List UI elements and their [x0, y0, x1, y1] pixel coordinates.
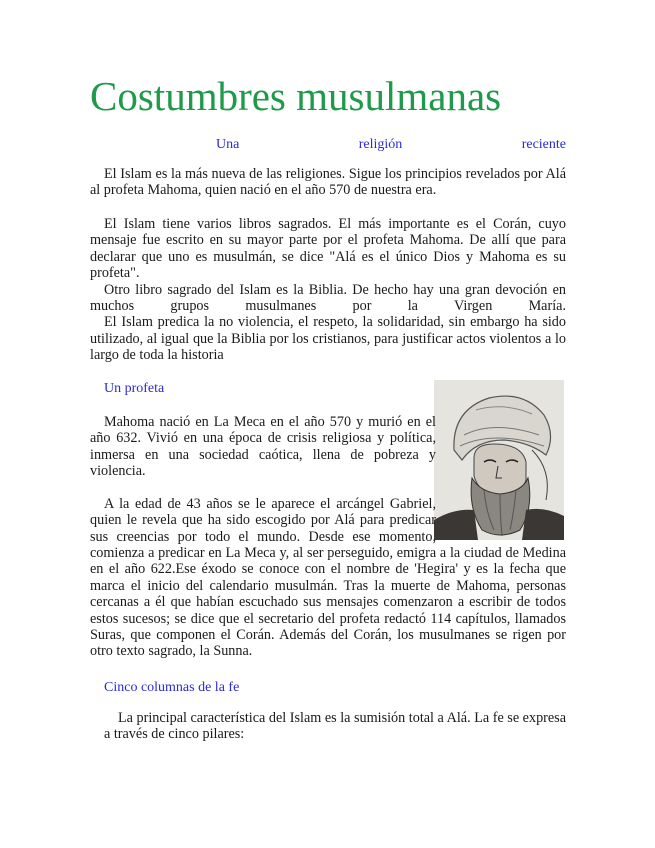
subtitle [90, 136, 566, 154]
intro-paragraph-1-block [90, 166, 566, 199]
profeta-paragraph-1: Mahoma nació en La Meca en el año 570 y murió en el año 632. Vivió en una época de crisis religiosa y política, inmersa en una sociedad caótica, llena de pobreza y violencia. [90, 414, 436, 480]
mahoma-portrait [434, 380, 564, 540]
cinco-columnas-paragraph-block [104, 710, 566, 743]
subtitle-word-3: reciente [521, 137, 566, 152]
intro-paragraph-3: Otro libro sagrado del Islam es la Biblia. De hecho hay una gran devoción en muchos grupos musulmanes por la Virgen María. [90, 281, 566, 315]
intro-paragraph-4: El Islam predica la no violencia, el respeto, la solidaridad, sin embargo ha sido utilizado, al igual que la Biblia por los cristianos, para justificar actos violentos a lo largo de toda la historia [90, 314, 566, 364]
page-title: Costumbres musulmanas [90, 73, 502, 119]
section-heading-profeta: Un profeta [104, 381, 165, 396]
intro-paragraph-2: El Islam tiene varios libros sagrados. El más importante es el Corán, cuyo mensaje fue escrito en su mayor parte por el profeta Mahoma. De allí que para declarar que uno es musulmán, se dice "Alá es el único Dios y Mahoma es su profeta". [90, 216, 566, 282]
profeta-paragraph-2a-block [90, 496, 436, 545]
profeta-paragraph-1-block [90, 414, 436, 480]
subtitle-word-1: Una [216, 137, 240, 152]
profeta-paragraph-2b-block [90, 545, 566, 660]
intro-paragraphs-block [90, 216, 566, 364]
section-heading-cinco-columnas: Cinco columnas de la fe [104, 680, 240, 695]
portrait-illustration [434, 380, 564, 540]
intro-paragraph-1: El Islam es la más nueva de las religiones. Sigue los principios revelados por Alá al profeta Mahoma, quien nació en el año 570 de nuestra era. [90, 166, 566, 199]
subtitle-word-2: religión [358, 137, 403, 152]
profeta-paragraph-2b: comienza a predicar en La Meca y, al ser perseguido, emigra a la ciudad de Medina en el año 622.Ese éxodo se conoce con el nombre de 'Hegira' y es la fecha que marca el inicio del calendario musulmán. Tras la muerte de Mahoma, personas cercanas a él que habían escuchado sus mensajes comenzaron a escribir de todos estos sucesos; se dice que el secretario del profeta redactó 114 capítulos, llamados Suras, que componen el Corán. Además del Corán, los musulmanes se rigen por otro texto sagrado, la Sunna. [90, 545, 566, 660]
cinco-columnas-paragraph: La principal característica del Islam es la sumisión total a Alá. La fe se expresa a través de cinco pilares: [104, 710, 566, 743]
profeta-paragraph-2a: A la edad de 43 años se le aparece el arcángel Gabriel, quien le revela que ha sido escogido por Alá para predicar sus creencias por todo el mundo. Desde ese momento, [90, 496, 436, 545]
